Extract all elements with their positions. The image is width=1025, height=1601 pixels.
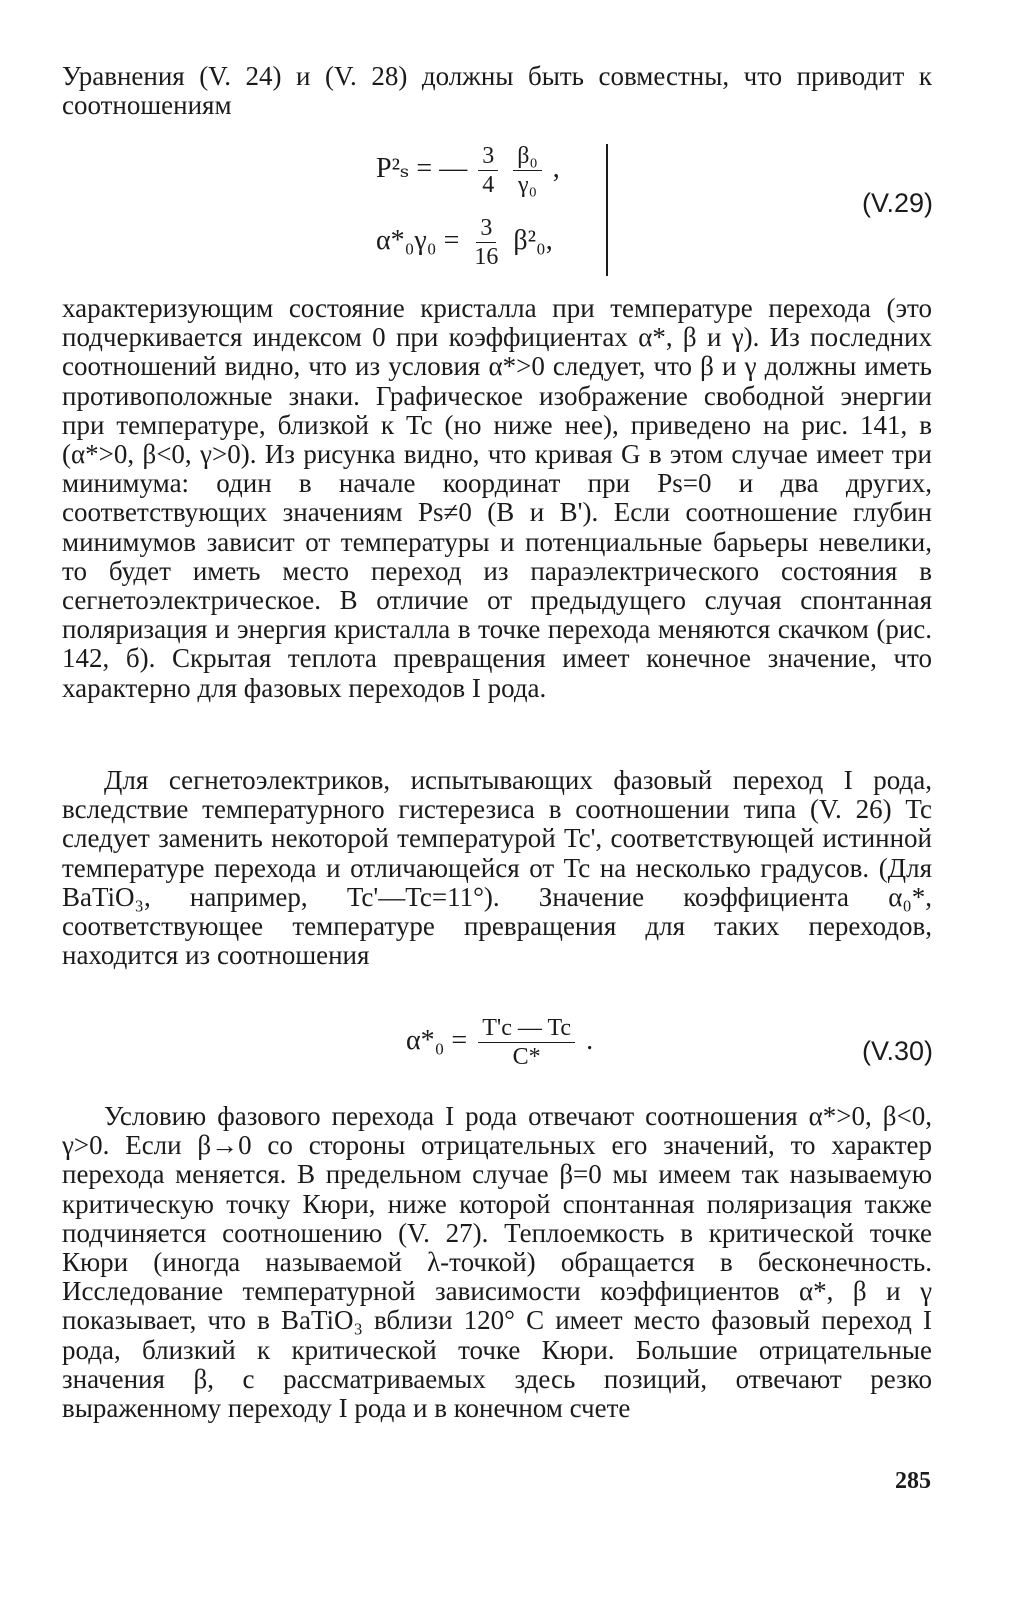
equation-system-v29 (376, 136, 616, 276)
eq-lhs: P²ₛ = — (376, 152, 468, 184)
page-number: 285 (895, 1468, 931, 1494)
paragraph-2: Для сегнетоэлектриков, испытывающих фазовый переход I рода, вследствие температурного гистерезиса в соотношении типа (V. 26) Tc следует заменить некоторой температурой Tc', соответствующей истинной температуре перехода и отличающейся от Tc на несколько градусов. (Для BaTiO₃, например, Tc'—Tc=11°). Значение коэффициента α₀*, соответствующее температуре превращения для таких переходов, находится из соотношения (62, 765, 932, 971)
fraction: $\frac{T'c — Tc}{C*}$ (478, 1014, 575, 1071)
eq-lhs: α*₀γ₀ = (376, 224, 460, 256)
paragraph-intro: Уравнения (V. 24) и (V. 28) должны быть совместны, что приводит к соотношениям (62, 61, 932, 121)
equation-bracket (606, 144, 608, 276)
fraction: $\frac{3}{16}$ (474, 215, 499, 270)
eq-lhs: α*₀ = (406, 1024, 468, 1056)
equation-number-v29: (V.29) (861, 188, 933, 218)
equation-number-v30: (V.30) (861, 1036, 933, 1066)
paragraph-1: характеризующим состояние кристалла при температуре перехода (это подчеркивается индексом 0 при коэффициентах α*, β и γ). Из последних соотношений видно, что из условия α*>0 следует, что β и γ должны иметь противоположные знаки. Графическое изображение свободной энергии при температуре, близкой к Tc (но ниже нее), приведено на рис. 141, в (α*>0, β<0, γ>0). Из рисунка видно, что кривая G в этом случае имеет три минимума: один в начале координат при Ps=0 и два других, соответствующих значениям Ps≠0 (B и B'). Если соотношение глубин минимумов зависит от температуры и потенциальные барьеры невелики, то будет иметь место переход из параэлектрического состояния в сегнетоэлектрическое. В отличие от предыдущего случая спонтанная поляризация и энергия кристалла в точке перехода меняются скачком (рис. 142, б). Скрытая теплота превращения имеет конечное значение, что характерно для фазовых переходов I рода. (62, 293, 932, 703)
equation-line-ps: P²ₛ = — $\frac{3}{4}$ $\frac{\text{β₀}}{\text{γ₀}}$ , (376, 143, 560, 198)
fraction: $\frac{3}{4}$ (478, 142, 498, 199)
equation-v30: α*₀ = $\frac{T'c — Tc}{C*}$ . (406, 1015, 594, 1070)
equation-line-alpha: α*₀γ₀ = $\frac{3}{16}$ β²₀, (376, 215, 553, 270)
fraction: $\frac{\text{β₀}}{\text{γ₀}}$ (513, 142, 542, 199)
paragraph-3: Условию фазового перехода I рода отвечают соотношения α*>0, β<0, γ>0. Если β→0 со стороны отрицательных его значений, то характер перехода меняется. В предельном случае β=0 мы имеем так называемую критическую точку Кюри, ниже которой спонтанная поляризация также подчиняется соотношению (V. 27). Теплоемкость в критической точке Кюри (иногда называемой λ-точкой) обращается в бесконечность. Исследование температурной зависимости коэффициентов α*, β и γ показывает, что в BaTiO₃ вблизи 120° C имеет место фазовый переход I рода, близкий к критической точке Кюри. Большие отрицательные значения β, с рассматриваемых здесь позиций, отвечают резко выраженному переходу I рода и в конечном счете (62, 1101, 932, 1424)
